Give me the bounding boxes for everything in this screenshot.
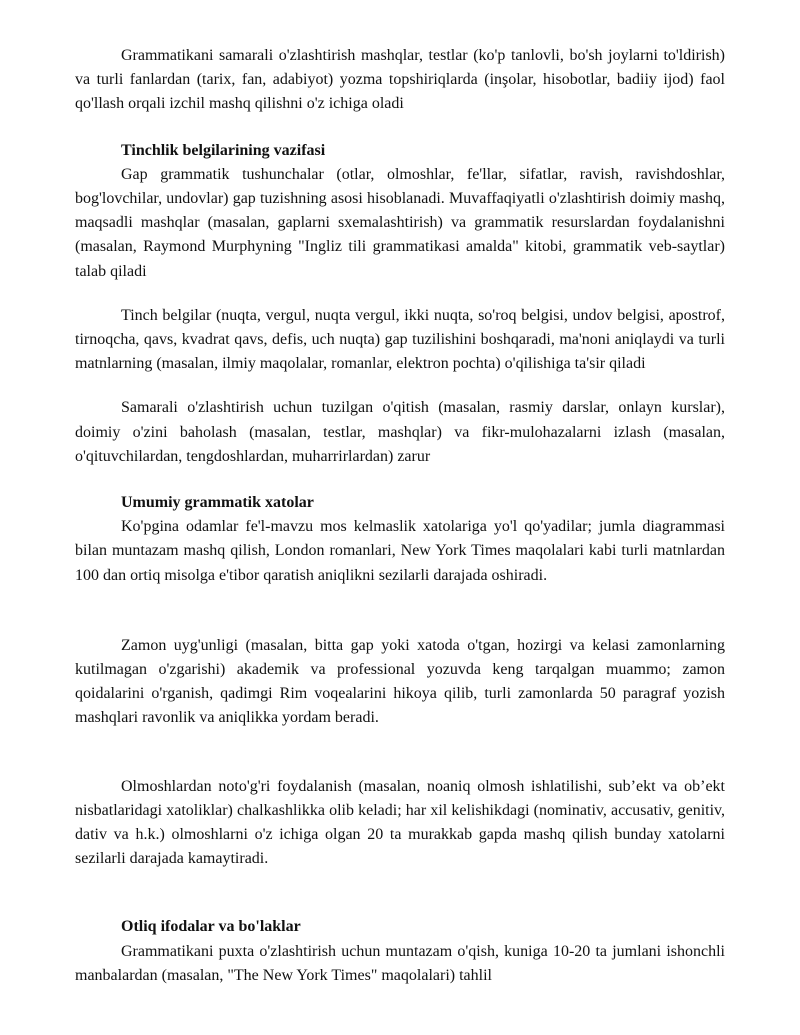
paragraph-grammar-concepts: Gap grammatik tushunchalar (otlar, olmoshlar, fe'llar, sifatlar, ravish, ravishdoshlar, bog'lovchilar, undovlar) gap tuzishning asosi hisoblanadi. Muvaffaqiyatli o'zlashtirish doimiy mashq, maqsadli mashqlar (masalan, gaplarni sxemalashtirish) va grammatik resurslardan foydalanishni (masalan, Raymond Murphyning "Ingliz tili grammatikasi amalda" kitobi, grammatik veb-saytlar) talab qiladi (75, 165, 725, 280)
paragraph-punctuation-marks: Tinch belgilar (nuqta, vergul, nuqta vergul, ikki nuqta, so'roq belgisi, undov belgisi, apostrof, tirnoqcha, qavs, kvadrat qavs, defis, uch nuqta) gap tuzilishini boshqaradi, ma'noni aniqlaydi va turli matnlarning (masalan, ilmiy maqolalar, romanlar, elektron pochta) o'qilishiga ta'sir qiladi (75, 306, 725, 373)
section-heading-punctuation: Tinchlik belgilarining vazifasi (121, 141, 326, 159)
section-heading-noun-phrases: Otliq ifodalar va bo'laklar (121, 918, 301, 936)
paragraph-agreement-errors: Ko'pgina odamlar fe'l-mavzu mos kelmaslik xatolariga yo'l qo'yadilar; jumla diagrammasi bilan muntazam mashq qilish, London romanlari, New York Times maqolalari kabi turli matnlardan 100 dan ortiq misolga e'tibor qaratish aniqlikni sezilarli darajada oshiradi. (75, 518, 725, 584)
paragraph-structured-teaching: Samarali o'zlashtirish uchun tuzilgan o'qitish (masalan, rasmiy darslar, onlayn kurslar), doimiy o'zini baholash (masalan, testlar, mashqlar) va fikr-mulohazalarni izlash (masalan, o'qituvchilardan, tengdoshlardan, muharrirlardan) zarur (75, 399, 725, 465)
paragraph-pronoun-errors: Olmoshlardan noto'g'ri foydalanish (masalan, noaniq olmosh ishlatilishi, sub’ekt va ob’ekt nisbatlaridagi xatoliklar) chalkashlikka olib keladi; har xil kelishikdagi (nominativ, accusativ, genitiv, dativ va h.k.) olmoshlarni o'z ichiga olgan 20 ta murakkab gapda mashq qilish bunday xatolarni sezilarli darajada kamaytiradi. (75, 777, 725, 868)
paragraph-regular-reading: Grammatikani puxta o'zlashtirish uchun muntazam o'qish, kuniga 10-20 ta jumlani ishonchli manbalardan (masalan, "The New York Times" maqolalari) tahlil (75, 942, 725, 984)
section-heading-common-errors: Umumiy grammatik xatolar (121, 494, 314, 512)
document-page (75, 44, 725, 988)
paragraph-tense-consistency: Zamon uyg'unligi (masalan, bitta gap yoki xatoda o'tgan, hozirgi va kelasi zamonlarning kutilmagan o'zgarishi) akademik va professional yozuvda keng tarqalgan muammo; zamon qoidalarini o'rganish, qadimgi Rim voqealarini hikoya qilib, turli zamonlarda 50 paragraf yozish mashqlari ravonlik va aniqlikka yordam beradi. (75, 636, 725, 727)
paragraph-intro: Grammatikani samarali o'zlashtirish mashqlar, testlar (ko'p tanlovli, bo'sh joylarni to'ldirish) va turli fanlardan (tarix, fan, adabiyot) yozma topshiriqlarda (inşolar, hisobotlar, badiiy ijod) faol qo'llash orqali izchil mashq qilishni o'z ichiga oladi (75, 47, 725, 113)
